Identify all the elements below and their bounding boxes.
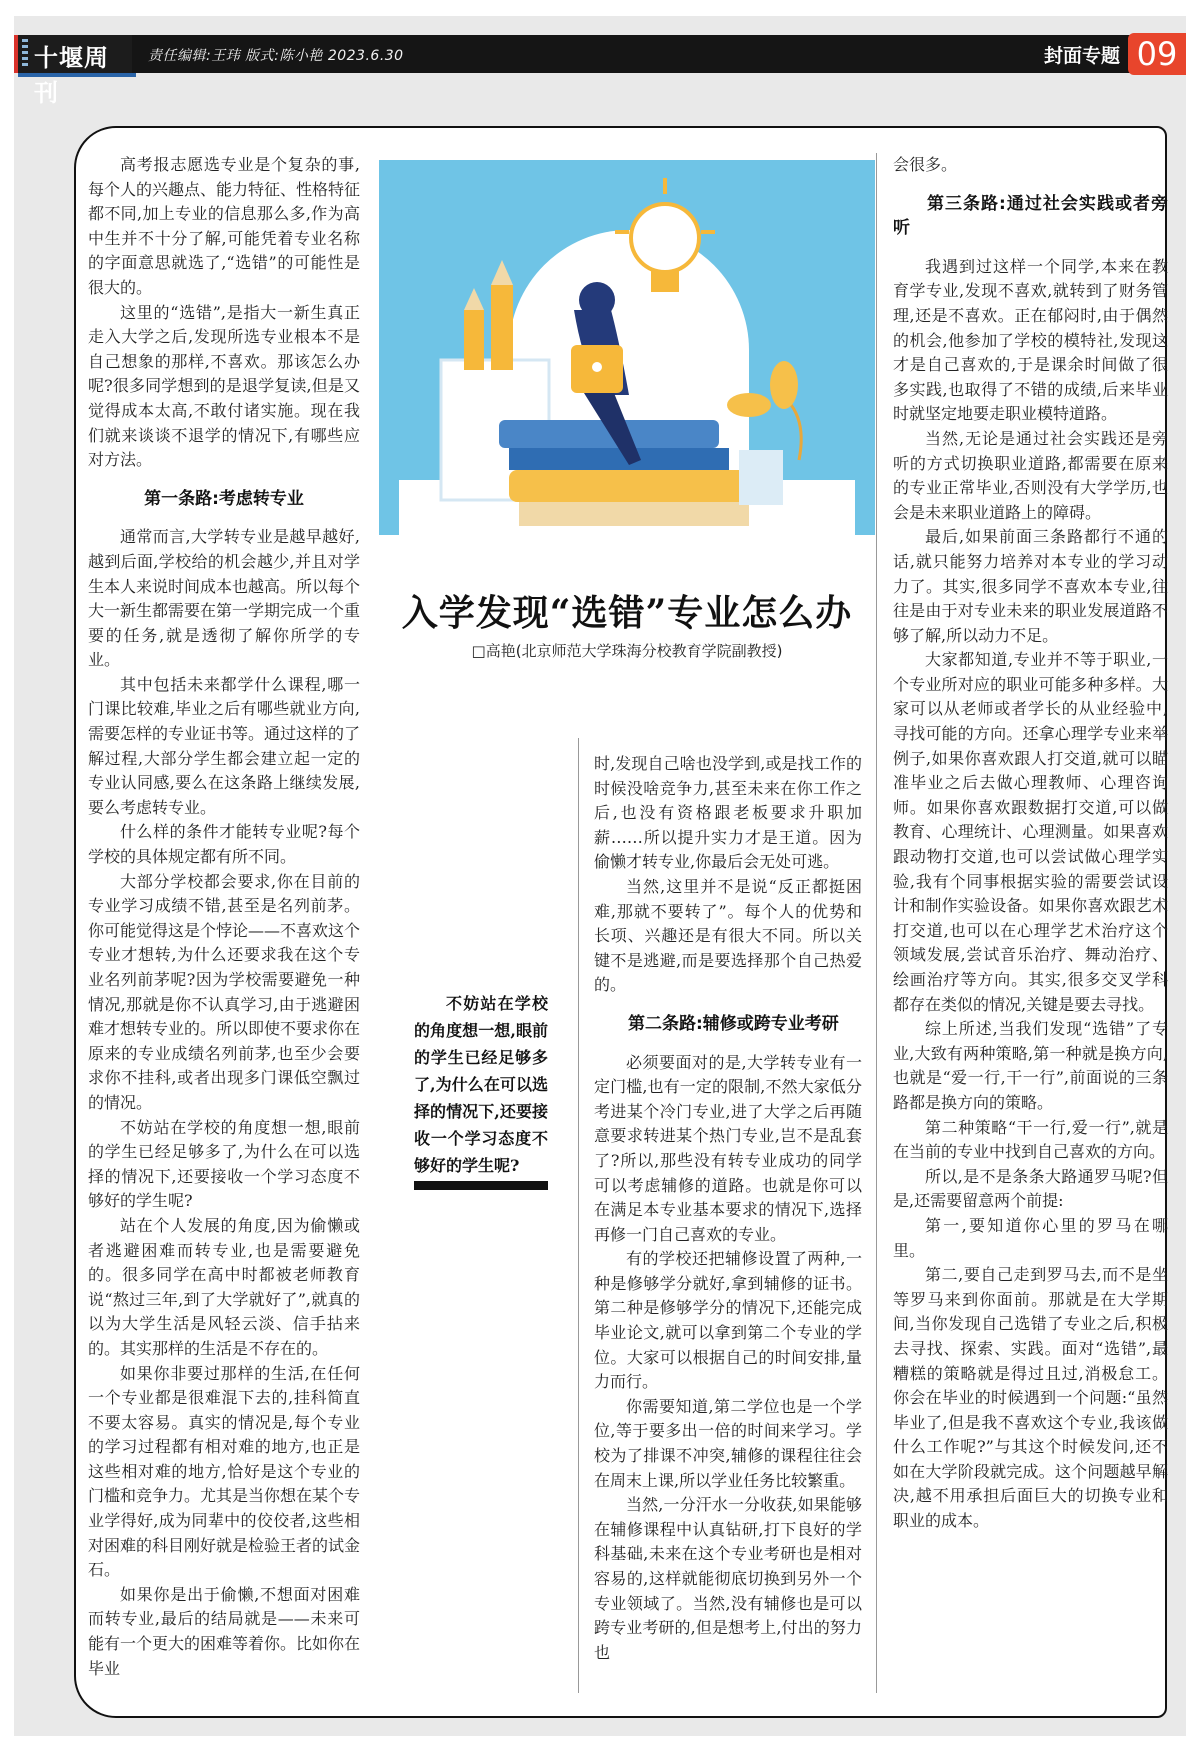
body-paragraph: 大家都知道,专业并不等于职业,一个专业所对应的职业可能多种多样。大家可以从老师或者学长的从业经验中,寻找可能的方向。还拿心理学专业来举例子,如果你喜欢跟人打交道,就可以瞄准毕业之后去做心理教师、心理咨询师。如果你喜欢跟数据打交道,可以做教育、心理统计、心理测量。如果喜欢跟动物打交道,也可以尝试做心理学实验,我有个同事根据实验的需要尝试设计和制作实验设备。如果你喜欢跟艺术打交道,也可以在心理学艺术治疗这个领域发展,尝试音乐治疗、舞动治疗、绘画治疗等方向。其实,很多交叉学科都存在类似的情况,关键是要去寻找。 xyxy=(893,650,1168,1014)
body-paragraph: 通常而言,大学转专业是越早越好,越到后面,学校给的机会越少,并且对学生本人来说时间成本也越高。所以每个大一新生都需要在第一学期完成一个重要的任务,就是透彻了解你所学的专业。 xyxy=(88,527,361,670)
body-paragraph: 会很多。 xyxy=(893,155,958,174)
article-byline: □高艳(北京师范大学珠海分校教育学院副教授) xyxy=(471,642,783,660)
editor-credits: 责任编辑:王玮 版式:陈小艳 2023.6.30 xyxy=(148,48,404,64)
article-column-3 xyxy=(594,752,862,1665)
section-heading: 第三条路:通过社会实践或者旁听 xyxy=(893,193,1168,239)
body-paragraph: 如果你是出于偷懒,不想面对困难而转专业,最后的结局就是——未来可能有一个更大的困难等着你。比如你在毕业 xyxy=(88,1584,361,1678)
logo-stripe-decoration xyxy=(22,39,28,69)
section-heading: 第一条路:考虑转专业 xyxy=(144,488,304,509)
body-paragraph: 高考报志愿选专业是个复杂的事,每个人的兴趣点、能力特征、性格特征都不同,加上专业的信息那么多,作为高中生并不十分了解,可能凭着专业名称的字面意思就选了,“选错”的可能性是很大的。 xyxy=(88,155,361,297)
article-column-4 xyxy=(893,153,1168,1534)
article-title: 入学发现“选错”专业怎么办 xyxy=(401,592,853,634)
body-paragraph: 什么样的条件才能转专业呢?每个学校的具体规定都有所不同。 xyxy=(88,822,360,867)
body-paragraph: 当然,这里并不是说“反正都挺困难,那就不要转了”。每个人的优势和长项、兴趣还是有很大不同。所以关键不是逃避,而是要选择那个自己热爱的。 xyxy=(594,876,862,995)
column-divider xyxy=(876,153,877,1693)
body-paragraph: 时,发现自己啥也没学到,或是找工作的时候没啥竞争力,甚至未来在你工作之后,也没有资格跟老板要求升职加薪……所以提升实力才是王道。因为偷懒才转专业,你最后会无处可逃。 xyxy=(594,754,862,872)
article-column-1 xyxy=(88,153,360,1681)
body-paragraph: 最后,如果前面三条路都行不通的话,就只能努力培养对本专业的学习动力了。其实,很多同学不喜欢本专业,往往是由于对专业未来的职业发展道路不够了解,所以动力不足。 xyxy=(893,527,1168,645)
column-divider xyxy=(578,738,579,1693)
body-paragraph: 第一,要知道你心里的罗马在哪里。 xyxy=(893,1215,1168,1260)
body-paragraph: 必须要面对的是,大学转专业有一定门槛,也有一定的限制,不然大家低分考进某个冷门专业,进了大学之后再随意要求转进某个热门专业,岂不是乱套了?所以,那些没有转专业成功的同学可以考虑辅修的道路。也就是你可以在满足本专业基本要求的情况下,选择再修一门自己喜欢的专业。 xyxy=(594,1052,862,1244)
body-paragraph: 这里的“选错”,是指大一新生真正走入大学之后,发现所选专业根本不是自己想象的那样,不喜欢。那该怎么办呢?很多同学想到的是退学复读,但是又觉得成本太高,不敢付诸实施。现在我们就来谈谈不退学的情况下,有哪些应对方法。 xyxy=(88,302,360,470)
masthead-logo-text: 十堰周刊 xyxy=(34,43,109,107)
page-number: 09 xyxy=(1128,33,1186,75)
body-paragraph: 站在个人发展的角度,因为偷懒或者逃避困难而转专业,也是需要避免的。很多同学在高中时都被老师教育说“熬过三年,到了大学就好了”,就真的以为大学生活是风轻云淡、信手拈来的。其实那样的生活是不存在的。 xyxy=(88,1215,360,1358)
section-heading: 第二条路:辅修或跨专业考研 xyxy=(628,1013,839,1034)
body-paragraph: 你需要知道,第二学位也是一个学位,等于要多出一倍的时间来学习。学校为了排课不冲突,辅修的课程往往会在周末上课,所以学业任务比较繁重。 xyxy=(594,1396,862,1490)
article-illustration xyxy=(379,160,875,535)
logo-underline xyxy=(18,73,136,77)
body-paragraph: 有的学校还把辅修设置了两种,一种是修够学分就好,拿到辅修的证书。第二种是修够学分的情况下,还能完成毕业论文,就可以拿到第二个专业的学位。大家可以根据自己的时间安排,量力而行。 xyxy=(594,1249,862,1392)
body-paragraph: 当然,无论是通过社会实践还是旁听的方式切换职业道路,都需要在原来的专业正常毕业,否则没有大学学历,也会是未来职业道路上的障碍。 xyxy=(893,428,1168,522)
body-paragraph: 其中包括未来都学什么课程,哪一门课比较难,毕业之后有哪些就业方向,需要怎样的专业证书等。通过这样的了解过程,大部分学生都会建立起一定的专业认同感,要么在这条路上继续发展,要么考虑转专业。 xyxy=(88,674,361,817)
body-paragraph: 第二,要自己走到罗马去,而不是坐等罗马来到你面前。那就是在大学期间,当你发现自己选错了专业之后,积极去寻找、探索、实践。面对“选错”,最糟糕的策略就是得过且过,消极怠工。你会在毕业的时候遇到一个问题:“虽然毕业了,但是我不喜欢这个专业,我该做什么工作呢?”与其这个时候发问,还不如在大学阶段就完成。这个问题越早解决,越不用承担后面巨大的切换专业和职业的成本。 xyxy=(893,1265,1168,1531)
body-paragraph: 我遇到过这样一个同学,本来在教育学专业,发现不喜欢,就转到了财务管理,还是不喜欢。正在郁闷时,由于偶然的机会,他参加了学校的模特社,发现这才是自己喜欢的,于是课余时间做了很多实践,也取得了不错的成绩,后来毕业时就坚定地要走职业模特道路。 xyxy=(893,256,1168,424)
body-paragraph: 当然,一分汗水一分收获,如果能够在辅修课程中认真钻研,打下良好的学科基础,未来在这个专业考研也是相对容易的,这样就能彻底切换到另外一个专业领域了。当然,没有辅修也是可以跨专业考研的,但是想考上,付出的努力也 xyxy=(594,1495,862,1662)
body-paragraph: 大部分学校都会要求,你在目前的专业学习成绩不错,甚至是名列前茅。你可能觉得这是个悖论——不喜欢这个专业才想转,为什么还要求我在这个专业名列前茅呢?因为学校需要避免一种情况,那就是你不认真学习,由于逃避困难才想转专业的。所以即使不要求你在原来的专业成绩名列前茅,也至少会要求你不挂科,或者出现多门课低空飘过的情况。 xyxy=(88,871,361,1112)
masthead-logo xyxy=(14,35,132,107)
body-paragraph: 第二种策略“干一行,爱一行”,就是在当前的专业中找到自己喜欢的方向。 xyxy=(893,1117,1168,1162)
body-paragraph: 所以,是不是条条大路通罗马呢?但是,还需要留意两个前提: xyxy=(893,1166,1168,1211)
body-paragraph: 如果你非要过那样的生活,在任何一个专业都是很难混下去的,挂科简直不要太容易。真实的情况是,每个专业的学习过程都有相对难的地方,也正是这些相对难的地方,恰好是这个专业的门槛和竞争力。尤其是当你想在某个专业学得好,成为同辈中的佼佼者,这些相对困难的科目刚好就是检验王者的试金石。 xyxy=(88,1363,361,1580)
body-paragraph: 综上所述,当我们发现“选错”了专业,大致有两种策略,第一种就是换方向,也就是“爱一行,干一行”,前面说的三条路都是换方向的策略。 xyxy=(893,1019,1168,1112)
pull-quote-bar xyxy=(414,1181,548,1190)
page-header xyxy=(14,35,1186,107)
woman-reading-laptop-illustration xyxy=(379,160,875,535)
section-name: 封面专题 xyxy=(1043,45,1120,67)
body-paragraph: 不妨站在学校的角度想一想,眼前的学生已经足够多了,为什么在可以选择的情况下,还要接收一个学习态度不够好的学生呢? xyxy=(88,1117,360,1211)
pull-quote: 不妨站在学校的角度想一想,眼前的学生已经足够多了,为什么在可以选择的情况下,还要接收一个学习态度不够好的学生呢? xyxy=(414,994,548,1175)
